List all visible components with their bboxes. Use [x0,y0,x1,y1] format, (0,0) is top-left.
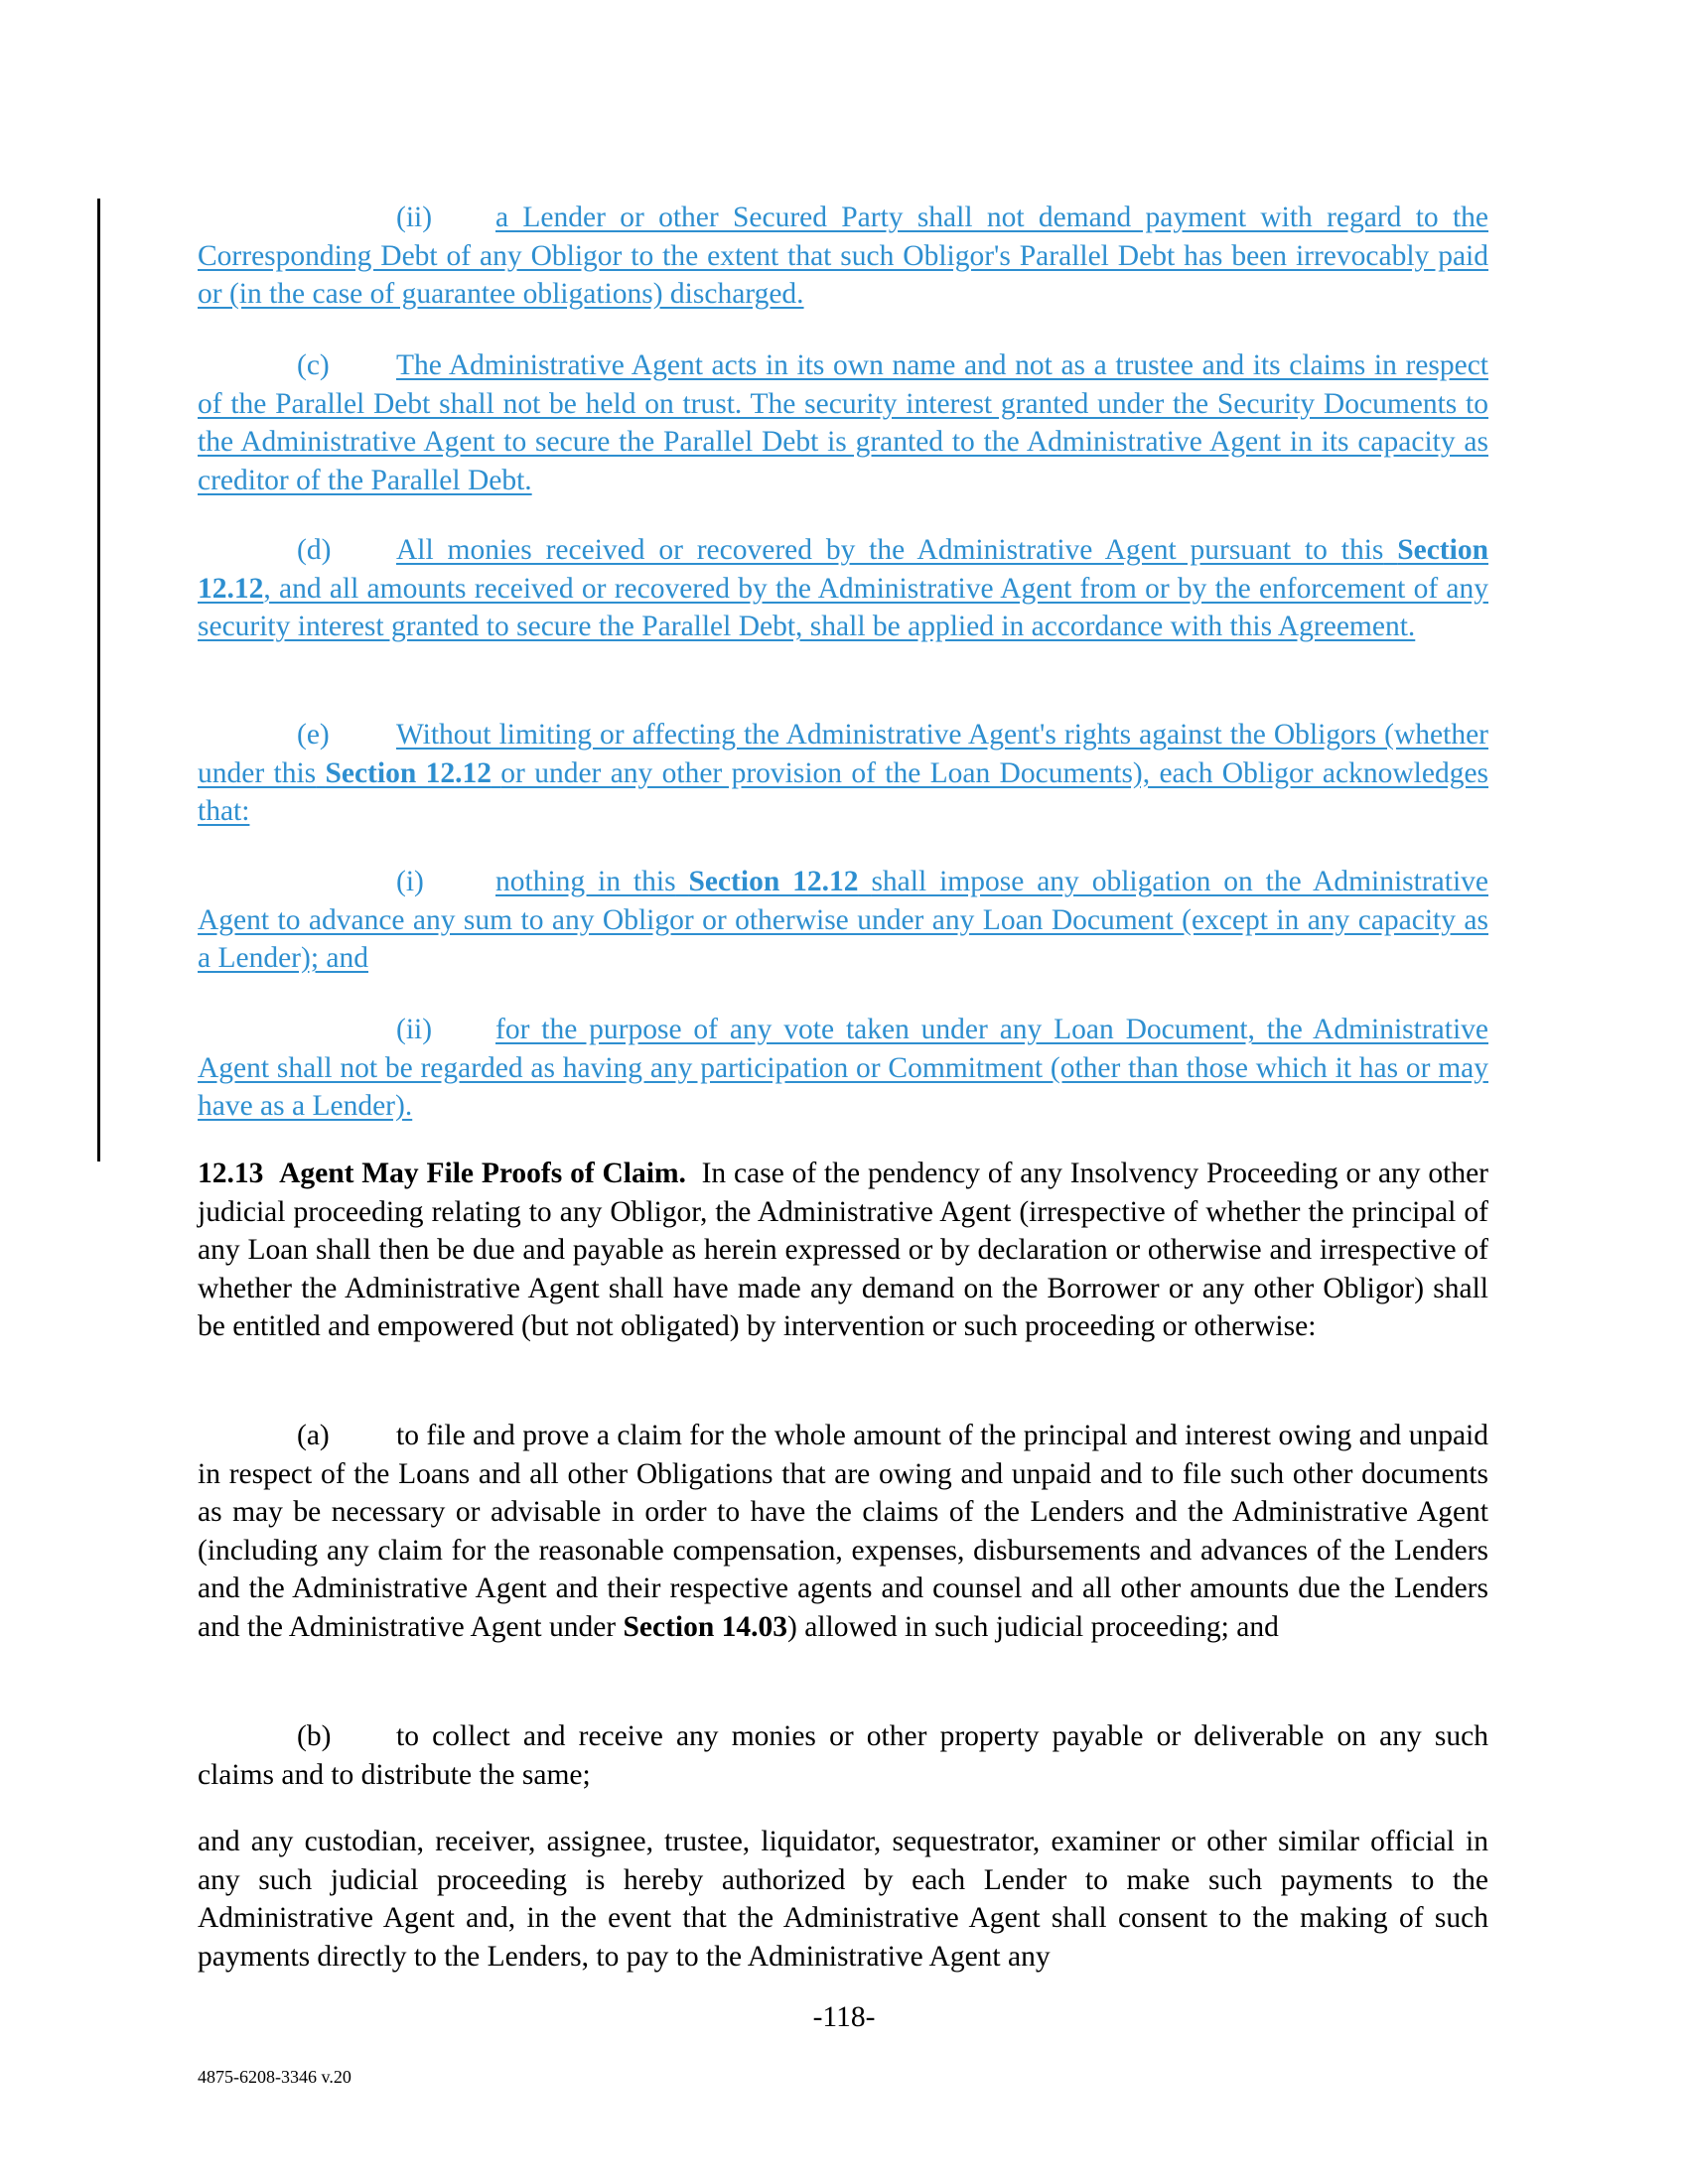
document-id: 4875-6208-3346 v.20 [198,2067,352,2087]
paragraph-12-13-b [198,1717,1488,1794]
paragraph-label: (i) [396,866,424,897]
paragraph-text: for the purpose of any vote taken under any Loan Document, the Administrative Agent shall not be regarded as having any participation or Commitment (other than those which it has or may have as a Lender). [198,1014,1488,1122]
paragraph-label: (ii) [396,1014,433,1045]
paragraph-text: nothing in this [495,866,676,897]
section-heading: Agent May File Proofs of Claim [279,1158,679,1189]
revision-change-bar [97,199,100,1161]
paragraph-text: The Administrative Agent acts in its own name and not as a trustee and its claims in respect of the Parallel Debt shall not be held on trust. The security interest granted under the Security Documents to the Administrative Agent to secure the Parallel Debt is granted to the Administrative Agent in its capacity as creditor of the Parallel Debt. [198,349,1488,496]
section-reference: Section 12.12 [198,534,1488,605]
paragraph-label: (c) [297,349,330,381]
paragraph-text: , and all amounts received or recovered by the Administrative Agent from or by the enforcement of any security interest granted to secure the Parallel Debt, shall be applied in accordance with this Agreement. [198,572,1488,642]
paragraph-d [198,531,1488,646]
paragraph-text: a Lender or other Secured Party shall not demand payment with regard to the Corresponding Debt of any Obligor to the extent that such Obligor's Parallel Debt has been irrevocably paid or (in the case of guarantee obligations) discharged. [198,202,1488,310]
paragraph-text: and any custodian, receiver, assignee, trustee, liquidator, sequestrator, examiner or other similar official in any such judicial proceeding is hereby authorized by each Lender to make such payments to the Administrative Agent and, in the event that the Administrative Agent shall consent to the making of such payments directly to the Lenders, to pay to the Administrative Agent any [198,1826,1488,1973]
paragraph-text: to file and prove a claim for the whole amount of the principal and interest owing and unpaid in respect of the Loans and all other Obligations that are owing and unpaid and to file such other documents as may be necessary or advisable in order to have the claims of the Lenders and the Administrative Agent (including any claim for the reasonable compensation, expenses, disbursements and advances of the Lenders and the Administrative Agent and their respective agents and counsel and all other amounts due the Lenders and the Administrative Agent under [198,1420,1488,1643]
paragraph-b-ii [198,199,1488,314]
section-number: 12.13 [198,1158,264,1189]
paragraph-label: (a) [297,1420,330,1451]
paragraph-text: Without limiting or affecting the Administrative Agent's rights against the Obligors (whether under this [198,719,1488,789]
paragraph-text: All monies received or recovered by the Administrative Agent pursuant to this [396,534,1384,566]
paragraph-text: In case of the pendency of any Insolvency Proceeding or any other judicial proceeding relating to any Obligor, the Administrative Agent (irrespective of whether the principal of any Loan shall then be due and payable as herein expressed or by declaration or otherwise and irrespective of whether the Administrative Agent shall have made any demand on the Borrower or any other Obligor) shall be entitled and empowered (but not obligated) by intervention or such proceeding or otherwise: [198,1158,1489,1342]
section-reference: Section 14.03 [623,1610,788,1643]
paragraph-12-13-a [198,1417,1488,1646]
section-12-13-intro: 12.13 Agent May File Proofs of Claim. In case of the pendency of any Insolvency Proceeding or any other judicial proceeding relating to any Obligor, the Administrative Agent (irrespective of whether the principal of any Loan shall then be due and payable as herein expressed or by declaration or otherwise and irrespective of whether the Administrative Agent shall have made any demand on the Borrower or any other Obligor) shall be entitled and empowered (but not obligated) by intervention or such proceeding or otherwise: [198,1158,1489,1342]
paragraph-e-ii [198,1011,1488,1126]
paragraph-label: (ii) [396,202,433,233]
paragraph-e-i [198,863,1488,978]
section-reference: Section 12.12 [688,866,859,897]
paragraph-label: (e) [297,719,330,751]
paragraph-text: shall impose any obligation on the Administrative Agent to advance any sum to any Obligor or otherwise under any Loan Document (except in any capacity as a Lender); and [198,866,1488,974]
page-number: -118- [812,2001,876,2033]
paragraph-label: (b) [297,1720,332,1752]
section-reference: Section 12.12 [325,756,492,789]
paragraph-text: to collect and receive any monies or other property payable or deliverable on any such claims and to distribute the same; [198,1720,1488,1791]
paragraph-text: or under any other provision of the Loan Documents), each Obligor acknowledges that: [198,756,1489,827]
paragraph-c [198,346,1488,499]
paragraph-text: ) allowed in such judicial proceeding; and [787,1610,1279,1643]
paragraph-e [198,716,1488,831]
paragraph-closing [198,1823,1488,1976]
paragraph-label: (d) [297,534,332,566]
